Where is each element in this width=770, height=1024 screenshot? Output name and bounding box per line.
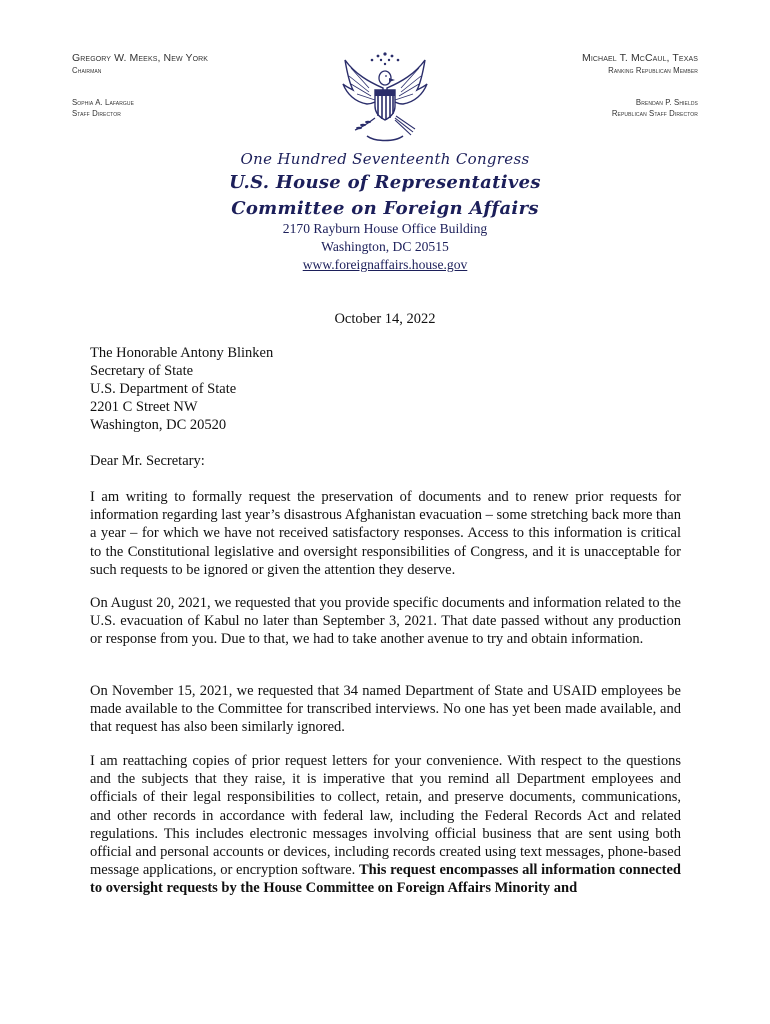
chairman-title: Chairman bbox=[72, 66, 102, 75]
address-line-1: 2170 Rayburn House Office Building bbox=[282, 221, 488, 236]
house-heading: U.S. House of Representatives bbox=[229, 172, 541, 193]
congress-heading: One Hundred Seventeenth Congress bbox=[240, 150, 530, 168]
website-link[interactable]: www.foreignaffairs.house.gov bbox=[302, 257, 468, 272]
recipient-line: U.S. Department of State bbox=[90, 381, 237, 397]
staff-director-title: Staff Director bbox=[72, 109, 121, 118]
republican-staff-director-title: Republican Staff Director bbox=[611, 109, 698, 118]
eagle-seal-icon bbox=[339, 48, 431, 148]
address-line-2: Washington, DC 20515 bbox=[321, 239, 449, 254]
recipient-line: 2201 C Street NW bbox=[90, 399, 198, 415]
staff-director-name: Sophia A. Lafargue bbox=[72, 98, 135, 107]
republican-staff-director-name: Brendan P. Shields bbox=[635, 98, 698, 107]
body-paragraph: On August 20, 2021, we requested that you provide specific documents and information related to the U.S. evacuation of Kabul no later than September 3, 2021. That date passed without any production or response from you. Due to that, we had to take another avenue to try and obtain information. bbox=[90, 595, 681, 648]
letter-date: October 14, 2022 bbox=[334, 311, 436, 327]
ranking-member-title: Ranking Republican Member bbox=[608, 66, 698, 75]
committee-heading: Committee on Foreign Affairs bbox=[231, 198, 539, 219]
body-paragraph bbox=[90, 752, 681, 898]
body-paragraph: I am writing to formally request the preservation of documents and to renew prior requests for information regarding last year’s disastrous Afghanistan evacuation – some stretching back more than a year – for which we have not received satisfactory responses. Access to this information is critical to the Constitutional legislative and oversight responsibilities of Congress, and it is unacceptable for such requests to be ignored or given the attention they deserve. bbox=[90, 489, 681, 578]
recipient-line: Washington, DC 20520 bbox=[90, 417, 227, 433]
chairman-name: Gregory W. Meeks, New York bbox=[72, 52, 209, 64]
paragraph-text: I am reattaching copies of prior request letters for your convenience. With respect to the questions and the subjects that they raise, it is imperative that you remind all Department employees and officials of their legal responsibilities to collect, retain, and preserve documents, communications, and other records in accordance with federal law, including the Federal Records Act and related regulations. This includes electronic messages involving official business that are sent using both official and personal accounts or devices, including records created using text messages, phone-based message applications, or encryption software. bbox=[90, 753, 681, 879]
recipient-line: The Honorable Antony Blinken bbox=[90, 345, 274, 361]
ranking-member-name: Michael T. McCaul, Texas bbox=[582, 52, 698, 64]
salutation: Dear Mr. Secretary: bbox=[90, 453, 205, 469]
body-paragraph: On November 15, 2021, we requested that 34 named Department of State and USAID employees be made available to the Committee for transcribed interviews. No one has yet been made available, and that request has also been similarly ignored. bbox=[90, 683, 681, 736]
paragraph-bold-text: This request encompasses all information connected to oversight requests by the House Committee on Foreign Affairs Minority and bbox=[90, 862, 681, 897]
recipient-line: Secretary of State bbox=[90, 363, 194, 379]
